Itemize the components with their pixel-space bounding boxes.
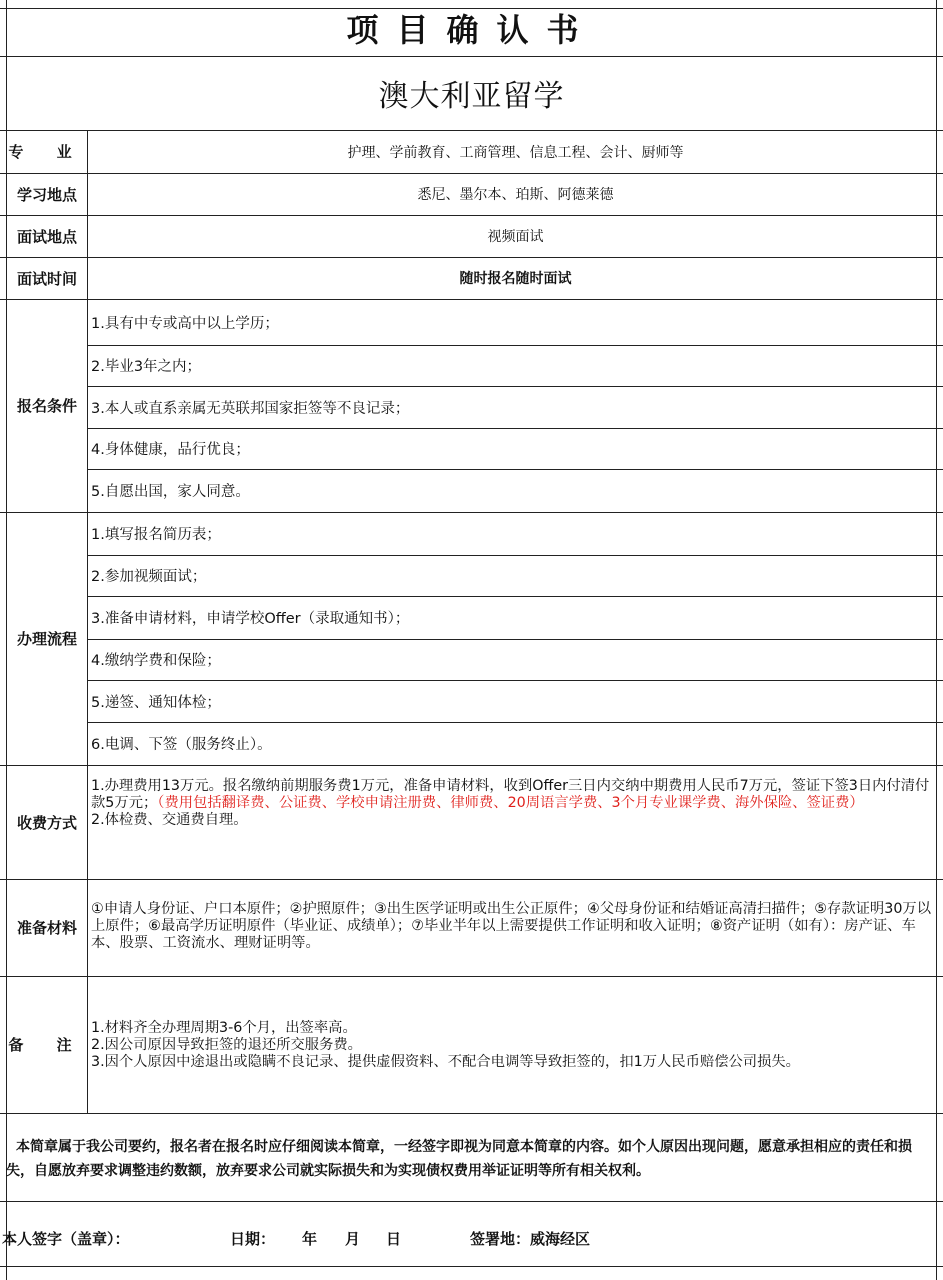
study-location-value: 悉尼、墨尔本、珀斯、阿德莱德: [417, 187, 614, 203]
requirement-item: 3.本人或直系亲属无英联邦国家拒签等不良记录；: [91, 400, 410, 417]
row-divider: [0, 879, 943, 880]
remarks-label: 备 注: [8, 1036, 86, 1054]
process-step: 3.准备申请材料，申请学校Offer（录取通知书）；: [91, 611, 410, 627]
process-step: 1.填写报名简历表；: [91, 527, 221, 543]
process-step: 5.递签、通知体检；: [91, 694, 221, 711]
study-location-label: 学习地点: [16, 185, 77, 204]
interview-location-label: 面试地点: [16, 227, 77, 246]
row-divider: [0, 976, 943, 977]
materials-text: ①申请人身份证、户口本原件；②护照原件；③出生医学证明或出生公正原件；④父母身份证和结婚证高清扫描件；⑤存款证明30万以上原件；⑥最高学历证明原件（毕业证、成绩单）；⑦毕业半年以上需要提供工作证明和收入证明；⑧资产证明（如有）：房产证、车本、股票、工资流水、理财证明等。: [91, 901, 932, 951]
process-step: 6.电调、下签（服务终止）。: [91, 737, 272, 753]
process-step: 4.缴纳学费和保险；: [91, 653, 221, 669]
document-title: 项目确认书: [346, 11, 597, 49]
process-step: 2.参加视频面试；: [91, 569, 207, 585]
fees-label: 收费方式: [16, 813, 77, 832]
row-divider: [0, 1266, 943, 1267]
date-label: 日期：: [230, 1230, 276, 1248]
fees-text: [91, 778, 936, 829]
fees-text-main: 1.办理费用13万元。报名缴纳前期服务费1万元，准备申请材料，收到Offer三日内交纳中期费用人民币7万元，签证下签3日内付清付款5万元；: [91, 778, 930, 811]
date-month: 月: [345, 1230, 361, 1248]
row-divider: [0, 1113, 943, 1114]
remark-item: 3.因个人原因中途退出或隐瞒不良记录、提供虚假资料、不配合电调等导致拒签的，扣1万人民币赔偿公司损失。: [91, 1054, 800, 1070]
interview-time-value: 随时报名随时面试: [459, 271, 572, 287]
requirement-item: 1.具有中专或高中以上学历；: [91, 315, 279, 332]
signing-place: 签署地：威海经区: [470, 1230, 591, 1248]
process-label: 办理流程: [16, 630, 77, 648]
requirement-item: 2.毕业3年之内；: [91, 359, 202, 375]
date-year: 年: [302, 1230, 318, 1248]
major-label: 专 业: [8, 143, 86, 161]
row-divider: [0, 765, 943, 766]
requirements-label: 报名条件: [16, 397, 77, 415]
requirement-item: 4.身体健康，品行优良；: [91, 442, 250, 458]
major-value: 护理、学前教育、工商管理、信息工程、会计、厨师等: [347, 144, 684, 161]
fees-text-extra: 2.体检费、交通费自理。: [91, 812, 248, 828]
interview-location-value: 视频面试: [487, 229, 544, 245]
interview-time-label: 面试时间: [16, 269, 77, 288]
materials-label: 准备材料: [16, 919, 77, 937]
notice-text: 本简章属于我公司要约，报名者在报名时应仔细阅读本简章，一经签字即视为同意本简章的内容。如个人原因出现问题，愿意承担相应的责任和损失，自愿放弃要求调整违约数额，放弃要求公司就实际损失和为实现债权费用举证证明等所有相关权利。: [6, 1139, 912, 1179]
signature-label: 本人签字（盖章）：: [2, 1230, 130, 1248]
remarks-text: [91, 1020, 936, 1071]
row-divider: [0, 1201, 943, 1202]
remark-item: 2.因公司原因导致拒签的退还所交服务费。: [91, 1037, 362, 1053]
fees-included-note: （费用包括翻译费、公证费、学校申请注册费、律师费、20周语言学费、3个月专业课学费、海外保险、签证费）: [157, 795, 864, 811]
date-day: 日: [386, 1230, 402, 1248]
requirement-item: 5.自愿出国，家人同意。: [91, 484, 250, 500]
document-subtitle: 澳大利亚留学: [378, 79, 565, 114]
remark-item: 1.材料齐全办理周期3-6个月，出签率高。: [91, 1020, 357, 1036]
